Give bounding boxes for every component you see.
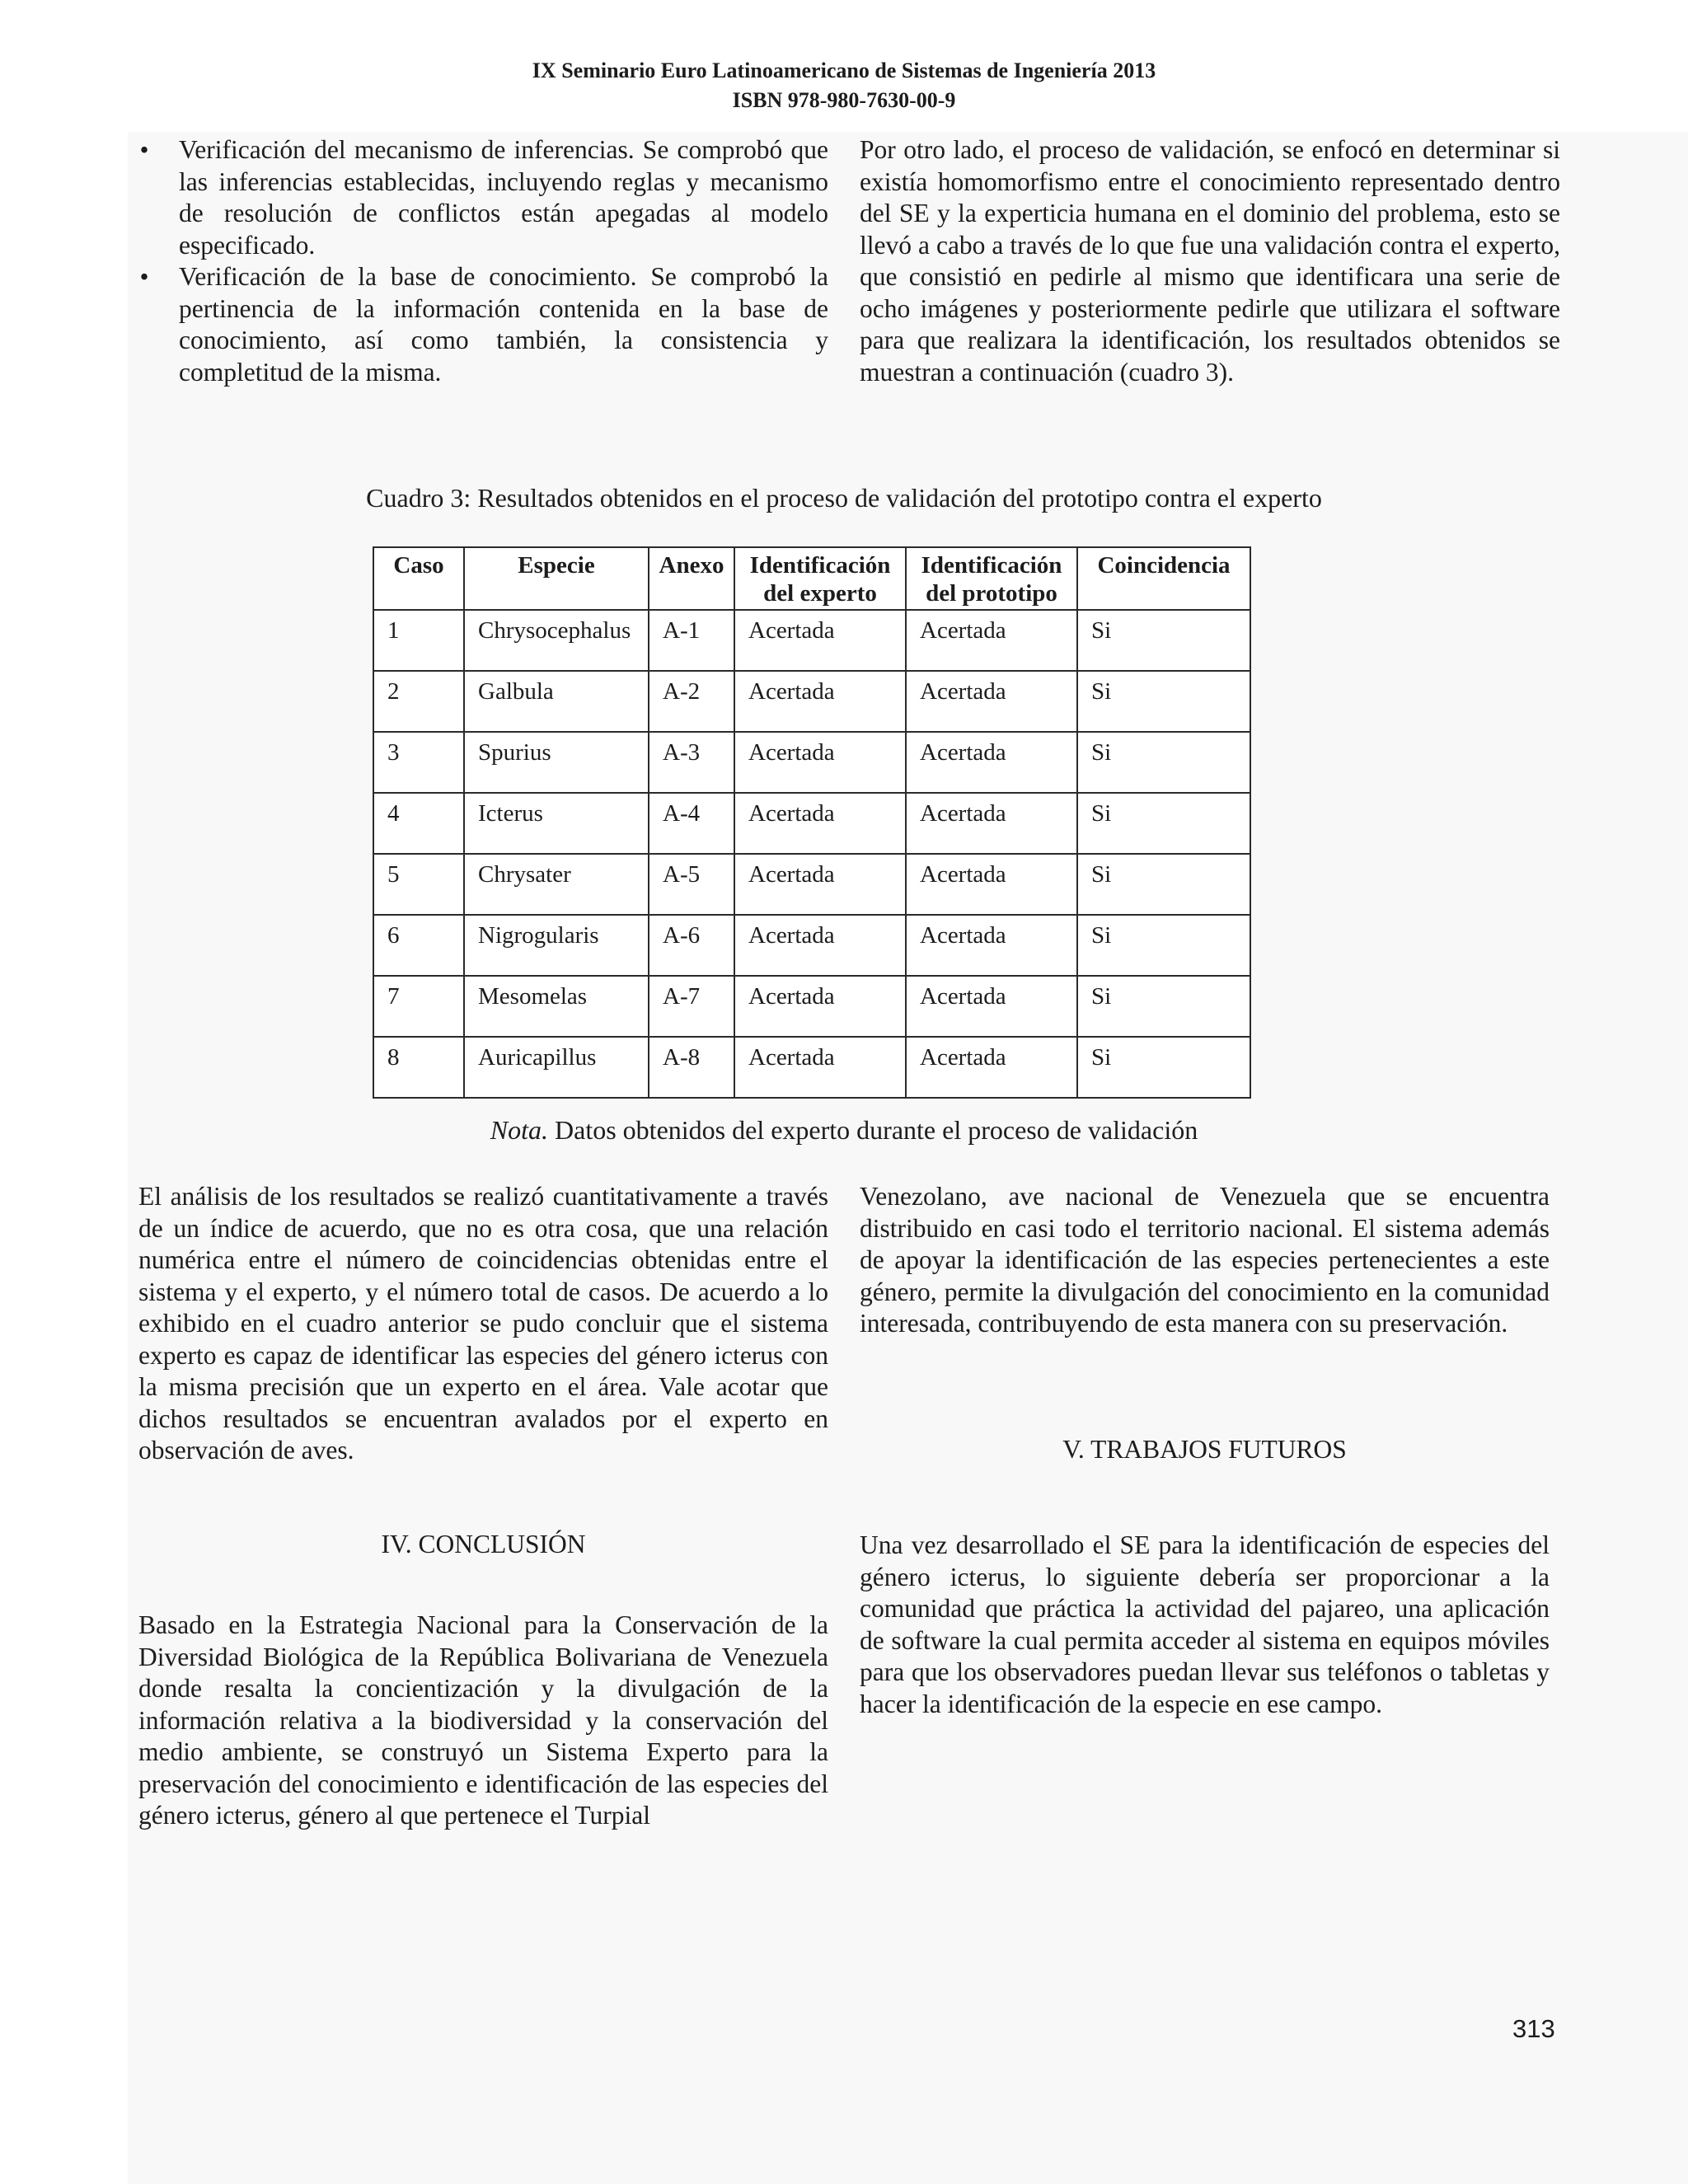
table-cell: A-8	[649, 1037, 734, 1098]
bullet-icon: •	[139, 262, 149, 291]
analysis-paragraph: El análisis de los resultados se realizó cuantitativamente a través de un índice de acuerdo, que no es otra cosa, que una relación numérica entre el número de coincidencias obtenidas entre el sistema y el experto, y el número total de casos. De acuerdo a lo exhibido en el cuadro anterior se pudo concluir que el sistema experto es capaz de identificar las especies del género icterus con la misma precisión que un experto en el área. Vale acotar que dichos resultados se encuentran avalados por el experto en observación de aves.	[138, 1182, 828, 1465]
table-cell: Acertada	[906, 915, 1077, 976]
table-cell: Si	[1077, 793, 1250, 854]
isbn: ISBN 978-980-7630-00-9	[732, 88, 956, 112]
list-item: • Verificación de la base de conocimiento. Se comprobó la pertinencia de la información contenida en la base de conocimiento, así como también, la consistencia y completitud de la misma.	[128, 261, 828, 388]
table-cell: 4	[373, 793, 464, 854]
table-cell: Icterus	[464, 793, 649, 854]
table-header-row	[373, 547, 1250, 610]
table-cell: Si	[1077, 671, 1250, 732]
table-cell: Acertada	[734, 793, 906, 854]
table-cell: Acertada	[734, 976, 906, 1037]
table-cell: A-7	[649, 976, 734, 1037]
table-cell: Acertada	[906, 854, 1077, 915]
table-row	[373, 671, 1250, 732]
table-cell: Acertada	[906, 732, 1077, 793]
table-cell: Si	[1077, 610, 1250, 671]
verification-list	[128, 134, 828, 388]
table-cell: Si	[1077, 915, 1250, 976]
table-cell: A-3	[649, 732, 734, 793]
table-row	[373, 732, 1250, 793]
column-header: Anexo	[649, 547, 734, 610]
note-label: Nota.	[490, 1115, 549, 1145]
column-header: Caso	[373, 547, 464, 610]
table-row	[373, 915, 1250, 976]
column-header: Identificación del experto	[734, 547, 906, 610]
conference-header	[0, 56, 1688, 115]
table-cell: Acertada	[734, 915, 906, 976]
table-cell: Acertada	[906, 1037, 1077, 1098]
table-cell: Acertada	[906, 793, 1077, 854]
list-item: • Verificación del mecanismo de inferencias. Se comprobó que las inferencias establecidas, incluyendo reglas y mecanismo de resolución de conflictos están apegadas al modelo especificado.	[128, 134, 828, 261]
bullet-icon: •	[139, 135, 149, 164]
column-header: Identificación del prototipo	[906, 547, 1077, 610]
table-cell: 3	[373, 732, 464, 793]
table-row	[373, 610, 1250, 671]
table-cell: 2	[373, 671, 464, 732]
table-cell: Si	[1077, 1037, 1250, 1098]
table-cell: A-1	[649, 610, 734, 671]
conclusion-heading: IV. CONCLUSIÓN	[381, 1530, 586, 1558]
table-caption: Cuadro 3: Resultados obtenidos en el proceso de validación del prototipo contra el experto	[366, 483, 1322, 513]
table-cell: Acertada	[734, 610, 906, 671]
table-cell: Chrysater	[464, 854, 649, 915]
table-cell: Si	[1077, 732, 1250, 793]
table-cell: A-5	[649, 854, 734, 915]
column-header: Especie	[464, 547, 649, 610]
table-cell: Nigrogularis	[464, 915, 649, 976]
table-row	[373, 976, 1250, 1037]
table-note	[0, 1115, 1688, 1146]
results-table	[373, 546, 1251, 1099]
table-cell: 6	[373, 915, 464, 976]
table-cell: Auricapillus	[464, 1037, 649, 1098]
table-cell: Acertada	[734, 732, 906, 793]
table-row	[373, 1037, 1250, 1098]
table-cell: 7	[373, 976, 464, 1037]
table-cell: A-6	[649, 915, 734, 976]
note-text: Datos obtenidos del experto durante el proceso de validación	[555, 1115, 1198, 1145]
table-cell: Acertada	[906, 610, 1077, 671]
table-cell: Chrysocephalus	[464, 610, 649, 671]
table-cell: Acertada	[734, 854, 906, 915]
column-header: Coincidencia	[1077, 547, 1250, 610]
table-cell: Galbula	[464, 671, 649, 732]
validation-paragraph: Por otro lado, el proceso de validación, se enfocó en determinar si existía homomorfismo entre el conocimiento representado dentro del SE y la experticia humana en el dominio del problema, esto se llevó a cabo a través de lo que fue una validación contra el experto, que consistió en pedirle al mismo que identificara una serie de ocho imágenes y posteriormente pedirle que utilizara el software para que realizara la identificación, los resultados obtenidos se muestran a continuación (cuadro 3).	[860, 135, 1560, 387]
table-row	[373, 854, 1250, 915]
table-cell: 8	[373, 1037, 464, 1098]
table-cell: 1	[373, 610, 464, 671]
future-work-paragraph: Una vez desarrollado el SE para la identificación de especies del género icterus, lo siguiente debería ser proporcionar a la comunidad que práctica la actividad del pajareo, una aplicación de software la cual permita acceder al sistema en equipos móviles para que los observadores puedan llevar sus teléfonos o tabletas y hacer la identificación de la especie en ese campo.	[860, 1530, 1550, 1718]
continuation-paragraph: Venezolano, ave nacional de Venezuela que se encuentra distribuido en casi todo el territorio nacional. El sistema además de apoyar la identificación de las especies pertenecientes a este género, permite la divulgación del conocimiento en la comunidad interesada, contribuyendo de esta manera con su preservación.	[860, 1182, 1550, 1338]
table-cell: Acertada	[906, 671, 1077, 732]
table-cell: 5	[373, 854, 464, 915]
table-cell: Si	[1077, 976, 1250, 1037]
table-cell: Spurius	[464, 732, 649, 793]
table-cell: Acertada	[906, 976, 1077, 1037]
table-cell: A-2	[649, 671, 734, 732]
table-row	[373, 793, 1250, 854]
conference-title: IX Seminario Euro Latinoamericano de Sistemas de Ingeniería 2013	[532, 59, 1156, 82]
table-cell: Mesomelas	[464, 976, 649, 1037]
page-number: 313	[1512, 2014, 1555, 2043]
conclusion-paragraph: Basado en la Estrategia Nacional para la Conservación de la Diversidad Biológica de la República Bolivariana de Venezuela donde resalta la concientización y la divulgación de la información relativa a la biodiversidad y la conservación del medio ambiente, se construyó un Sistema Experto para la preservación del conocimiento e identificación de las especies del género icterus, género al que pertenece el Turpial	[138, 1610, 828, 1830]
page-background	[128, 132, 1688, 2184]
future-work-heading: V. TRABAJOS FUTUROS	[1062, 1435, 1347, 1464]
table-cell: Acertada	[734, 1037, 906, 1098]
table-cell: A-4	[649, 793, 734, 854]
table-cell: Acertada	[734, 671, 906, 732]
table-cell: Si	[1077, 854, 1250, 915]
